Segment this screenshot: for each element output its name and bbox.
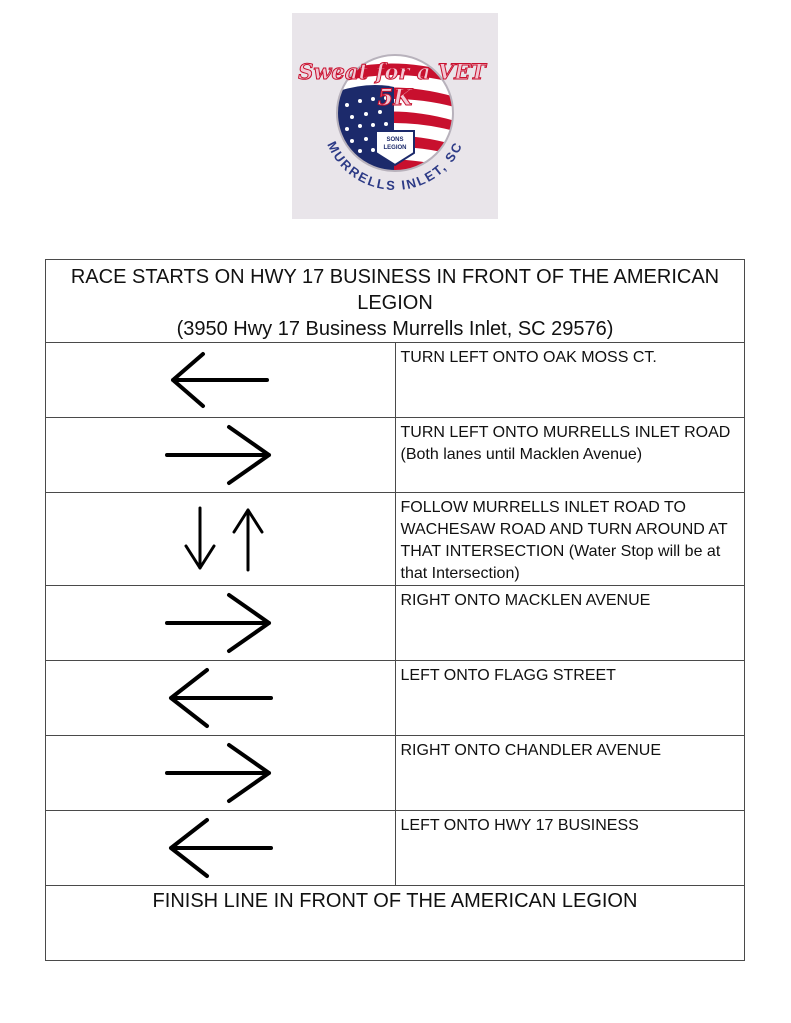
route-step-row	[46, 343, 745, 418]
route-step-row	[46, 493, 745, 586]
step-arrow-cell	[46, 661, 396, 736]
step-text: TURN LEFT ONTO OAK MOSS CT.	[395, 343, 745, 418]
step-text: RIGHT ONTO MACKLEN AVENUE	[395, 586, 745, 661]
logo-ring-text: MURRELLS INLET, SC	[324, 138, 466, 194]
svg-text:SONS: SONS	[386, 137, 404, 143]
logo-race-text: 5K	[377, 85, 413, 111]
step-arrow-cell	[46, 343, 396, 418]
step-arrow-cell	[46, 418, 396, 493]
step-arrow-cell	[46, 736, 396, 811]
race-start-heading: RACE STARTS ON HWY 17 BUSINESS IN FRONT OF THE AMERICAN LEGION	[70, 266, 720, 314]
arrow-right-icon	[163, 591, 277, 655]
route-step-row	[46, 811, 745, 886]
arrow-left-icon	[165, 350, 275, 410]
route-header-row	[46, 260, 745, 343]
svg-text:LEGION: LEGION	[383, 145, 407, 151]
step-text: RIGHT ONTO CHANDLER AVENUE	[395, 736, 745, 811]
route-step-row	[46, 586, 745, 661]
route-table	[45, 259, 745, 961]
step-text: LEFT ONTO HWY 17 BUSINESS	[395, 811, 745, 886]
step-arrow-cell	[46, 493, 396, 586]
route-step-row	[46, 418, 745, 493]
route-footer-row	[46, 886, 745, 961]
step-arrow-cell	[46, 586, 396, 661]
race-start-address: (3950 Hwy 17 Business Murrells Inlet, SC 29576)	[176, 318, 614, 340]
logo-script-text: Sweat for a VET	[298, 59, 486, 84]
step-text: LEFT ONTO FLAGG STREET	[395, 661, 745, 736]
arrow-left-icon	[163, 816, 277, 880]
step-text: FOLLOW MURRELLS INLET ROAD TO WACHESAW ROAD AND TURN AROUND AT THAT INTERSECTION (Water Stop will be at that Intersection)	[395, 493, 745, 586]
arrow-right-icon	[163, 741, 277, 805]
arrow-right-icon	[163, 423, 277, 487]
arrow-left-icon	[163, 666, 277, 730]
route-step-row	[46, 736, 745, 811]
logo-graphic	[292, 13, 498, 219]
route-step-row	[46, 661, 745, 736]
arrow-down-up-icon	[170, 504, 270, 574]
race-logo	[292, 13, 498, 219]
route-header-cell	[46, 260, 745, 343]
step-arrow-cell	[46, 811, 396, 886]
finish-line-text: FINISH LINE IN FRONT OF THE AMERICAN LEGION	[46, 886, 745, 961]
step-text: TURN LEFT ONTO MURRELLS INLET ROAD (Both lanes until Macklen Avenue)	[395, 418, 745, 493]
